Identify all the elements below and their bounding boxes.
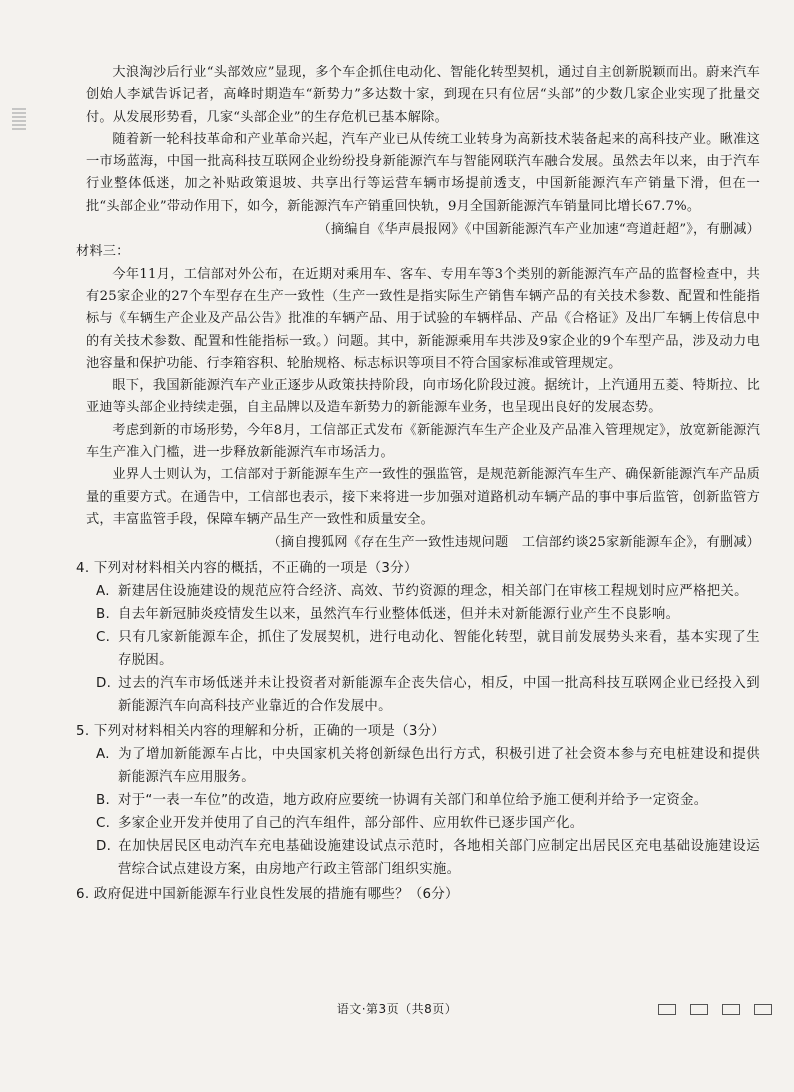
option-text: 自去年新冠肺炎疫情发生以来，虽然汽车行业整体低迷，但并未对新能源行业产生不良影响。: [118, 606, 680, 622]
option-b[interactable]: [76, 789, 760, 812]
option-text: 在加快居民区电动汽车充电基础设施建设试点示范时，各地相关部门应制定出居民区充电基础设施建设运营综合试点建设方案，由房地产行政主管部门组织实施。: [118, 838, 760, 877]
option-label: D.: [96, 675, 112, 691]
material3-paragraph-3: 考虑到新的市场形势，今年8月，工信部正式发布《新能源汽车生产企业及产品准入管理规定》，放宽新能源汽车生产准入门槛，进一步释放新能源汽车市场活力。: [86, 422, 760, 461]
material3-paragraph-1: 今年11月，工信部对外公布，在近期对乘用车、客车、专用车等3个类别的新能源汽车产品的监督检查中，共有25家企业的27个车型存在生产一致性（生产一致性是指实际生产销售车辆产品的有关技术参数、配置和性能指标与《车辆生产企业及产品公告》批准的车辆产品、用于试验的车辆样品、产品《合格证》及出厂车辆上传信息中的有关技术参数、配置和性能指标一致。）问题。其中，新能源乘用车共涉及9家企业的9个车型产品，涉及动力电池容量和保护功能、行李箱容积、轮胎规格、标志标识等项目不符合国家标准或管理规定。: [86, 266, 760, 371]
checkbox-square: [690, 1004, 708, 1015]
option-text: 多家企业开发并使用了自己的汽车组件，部分部件、应用软件已逐步国产化。: [118, 815, 584, 831]
option-d[interactable]: [76, 672, 760, 718]
option-c[interactable]: [76, 812, 760, 835]
material3-source: （摘自搜狐网《存在生产一致性违规问题 工信部约谈25家新能源车企》，有删减）: [267, 535, 760, 551]
checkbox-square: [658, 1004, 676, 1015]
option-text: 新建居住设施建设的规范应符合经济、高效、节约资源的理念，相关部门在审核工程规划时应严格把关。: [118, 583, 748, 599]
option-a[interactable]: [76, 743, 760, 789]
option-label: C.: [96, 815, 111, 831]
question-5: [76, 720, 760, 881]
page-footer: 语文·第3页（共8页）: [336, 1002, 458, 1016]
option-label: B.: [96, 792, 111, 808]
question-4: [76, 557, 760, 718]
option-a[interactable]: [76, 580, 760, 603]
question-6: [76, 883, 760, 906]
option-c[interactable]: [76, 626, 760, 672]
question-stem: 5. 下列对材料相关内容的理解和分析，正确的一项是（3分）: [76, 723, 446, 739]
option-label: D.: [96, 838, 112, 854]
material2-source: （摘编自《华声晨报网》《中国新能源汽车产业加速“弯道赶超”》，有删减）: [317, 222, 760, 238]
material2-paragraph-2: 随着新一轮科技革命和产业革命兴起，汽车产业已从传统工业转身为高新技术装备起来的高科技产业。瞅准这一市场蓝海，中国一批高科技互联网企业纷纷投身新能源汽车与智能网联汽车融合发展。虽然去年以来，由于汽车行业整体低迷，加之补贴政策退坡、共享出行等运营车辆市场提前透支，中国新能源汽车产销量下滑，但在一批“头部企业”带动作用下，如今，新能源汽车产销重回快轨，9月全国新能源汽车销量同比增长67.7%。: [86, 131, 760, 214]
option-text: 对于“一表一车位”的改造，地方政府应要统一协调有关部门和单位给予施工便利并给予一定资金。: [118, 792, 708, 808]
option-label: A.: [96, 583, 110, 599]
question-stem: 4. 下列对材料相关内容的概括，不正确的一项是（3分）: [76, 560, 418, 576]
checkbox-square: [754, 1004, 772, 1015]
material3-paragraph-2: 眼下，我国新能源汽车产业正逐步从政策扶持阶段，向市场化阶段过渡。据统计，上汽通用五菱、特斯拉、比亚迪等头部企业持续走强，自主品牌以及造车新势力的新能源车业务，也呈现出良好的发展态势。: [86, 378, 760, 416]
question-stem: 6. 政府促进中国新能源车行业良性发展的措施有哪些？（6分）: [76, 886, 459, 902]
option-text: 为了增加新能源车占比，中央国家机关将创新绿色出行方式，积极引进了社会资本参与充电桩建设和提供新能源汽车应用服务。: [118, 746, 760, 785]
footer-boxes: [658, 1004, 772, 1015]
option-label: B.: [96, 606, 111, 622]
material2-paragraph-1: 大浪淘沙后行业“头部效应”显现，多个车企抓住电动化、智能化转型契机，通过自主创新脱颖而出。蔚来汽车创始人李斌告诉记者，高峰时期造车“新势力”多达数十家，到现在只有位居“头部”的少数几家企业实现了批量交付。从发展形势看，几家“头部企业”的生存危机已基本解除。: [86, 65, 760, 125]
option-label: C.: [96, 629, 111, 645]
option-text: 过去的汽车市场低迷并未让投资者对新能源车企丧失信心，相反，中国一批高科技互联网企业已经投入到新能源汽车向高科技产业靠近的合作发展中。: [118, 675, 760, 714]
option-text: 只有几家新能源车企，抓住了发展契机，进行电动化、智能化转型，就目前发展势头来看，基本实现了生存脱困。: [118, 629, 760, 668]
option-b[interactable]: [76, 603, 760, 626]
material3-paragraph-4: 业界人士则认为，工信部对于新能源车生产一致性的强监管，是规范新能源汽车生产、确保新能源汽车产品质量的重要方式。在通告中，工信部也表示，接下来将进一步加强对道路机动车辆产品的事中事后监管，创新监管方式，丰富监管手段，保障车辆产品生产一致性和质量安全。: [86, 467, 760, 527]
checkbox-square: [722, 1004, 740, 1015]
option-label: A.: [96, 746, 110, 762]
option-d[interactable]: [76, 835, 760, 881]
material3-heading: 材料三：: [76, 244, 130, 260]
